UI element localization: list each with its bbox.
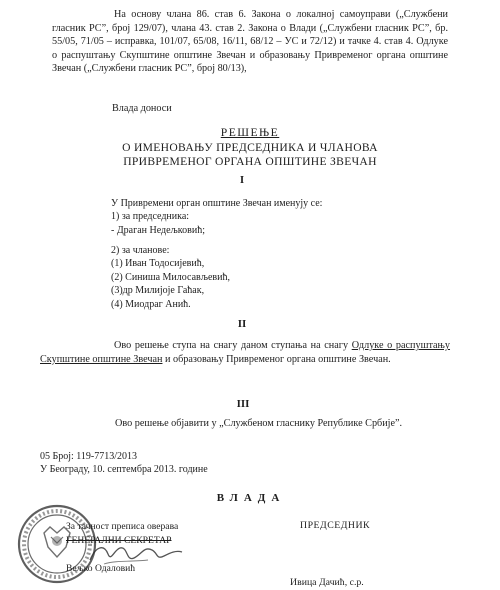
section-2-text-start: Ово решење ступа на снагу даном ступања на снагу: [114, 340, 352, 351]
members-list: [111, 244, 431, 311]
certification-note: За тачност преписа оверава: [66, 521, 179, 532]
section-1-text: У Привремени орган општине Звечан именују се:: [111, 198, 323, 209]
section-3-text: Ово решење објавити у „Службеном гласнику Републике Србије”.: [115, 418, 403, 429]
president-name: - Драган Недељковић;: [111, 224, 206, 236]
place-and-date: У Београду, 10. септембра 2013. године: [40, 464, 208, 475]
section-1-numeral: I: [239, 174, 245, 186]
certification-block: [66, 520, 246, 576]
title-main: РЕШЕЊЕ: [220, 126, 280, 139]
title-line-2: ПРИВРЕМЕНОГ ОРГАНА ОПШТИНЕ ЗВЕЧАН: [123, 155, 377, 168]
general-secretary-title: ГЕНЕРАЛНИ СЕКРЕТАР: [66, 534, 172, 546]
section-2-decision-reference: Одлуке о распуштању Скупштине општине Звечан: [40, 340, 451, 365]
government-heading: ВЛАДА: [216, 492, 286, 504]
president-heading: 1) за председника:: [111, 211, 190, 223]
section-1-appointment: [111, 197, 431, 237]
members-heading: 2) за чланове:: [111, 245, 170, 256]
president-signature-block: [290, 520, 470, 588]
title-line-1: О ИМЕНОВАЊУ ПРЕДСЕДНИКА И ЧЛАНОВА: [122, 140, 378, 154]
government-adopts-line: Влада доноси: [112, 103, 172, 114]
section-2-text-end: и образовању Привременог органа општине Звечан.: [162, 353, 391, 365]
legal-basis-paragraph: На основу члана 86. став 6. Закона о локалној самоуправи („Службени гласник РС”, број 129/07), члана 43. став 2. Закона о Влади („Службени гласник РС”, бр. 55/05, 71/05 – исправка, 101/07, 65/08, 16/11, 68/12 – УС и 72/12) и тачке 4. став 4. Одлуке о распуштању Скупштине општине Звечан и образовању Привременог органа општине Звечан („Службени гласник РС”, број 80/13),: [52, 9, 448, 75]
president-title: ПРЕДСЕДНИК: [300, 520, 371, 531]
section-2-numeral: II: [237, 318, 247, 330]
document-references: [40, 450, 208, 476]
decree-title: [40, 126, 460, 170]
member-item: (1) Иван Тодосијевић,: [111, 258, 205, 270]
member-item: (2) Синиша Милосављевић,: [111, 271, 231, 283]
member-item: (4) Миодраг Анић.: [111, 298, 191, 310]
general-secretary-name: Вељко Одаловић: [66, 563, 136, 574]
section-2-text: [40, 339, 450, 367]
member-item: (3)др Милијоје Гаћак,: [111, 285, 205, 297]
reference-number: 05 Број: 119-7713/2013: [40, 451, 138, 462]
president-signature-name: Ивица Дачић, с.р.: [290, 577, 364, 588]
section-3-numeral: III: [236, 398, 250, 410]
